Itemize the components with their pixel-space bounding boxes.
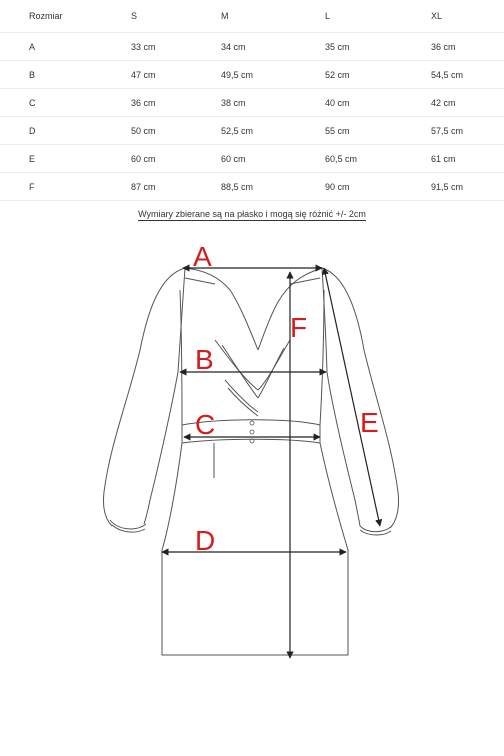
table-row xyxy=(0,33,504,61)
table-cell: 52,5 cm xyxy=(221,125,254,136)
table-cell: 61 cm xyxy=(431,153,456,164)
row-label: B xyxy=(29,69,36,80)
table-row xyxy=(0,117,504,145)
row-label: F xyxy=(29,181,35,192)
table-cell: 54,5 cm xyxy=(431,69,464,80)
measurement-note-text: Wymiary zbierane są na płasko i mogą się różnić +/- 2cm xyxy=(138,209,366,219)
table-cell: 55 cm xyxy=(325,125,350,136)
table-cell: 38 cm xyxy=(221,97,246,108)
label-c: C xyxy=(195,409,216,440)
measurement-lines xyxy=(162,268,380,658)
label-a: A xyxy=(193,241,212,272)
header-m: M xyxy=(221,11,229,21)
table-header-row xyxy=(0,0,504,33)
table-row xyxy=(0,61,504,89)
label-d: D xyxy=(195,525,216,556)
row-label: C xyxy=(29,97,36,108)
table-cell: 42 cm xyxy=(431,97,456,108)
label-f: F xyxy=(290,312,308,343)
table-row xyxy=(0,173,504,201)
size-table xyxy=(0,0,504,201)
header-l: L xyxy=(325,11,331,21)
table-cell: 49,5 cm xyxy=(221,69,254,80)
header-s: S xyxy=(131,11,138,21)
table-cell: 34 cm xyxy=(221,41,246,52)
header-rozmiar: Rozmiar xyxy=(29,11,63,21)
table-cell: 90 cm xyxy=(325,181,350,192)
table-cell: 33 cm xyxy=(131,41,156,52)
table-cell: 40 cm xyxy=(325,97,350,108)
table-cell: 91,5 cm xyxy=(431,181,464,192)
measurement-note xyxy=(0,209,504,219)
table-cell: 60,5 cm xyxy=(325,153,358,164)
label-e: E xyxy=(360,407,379,438)
table-cell: 57,5 cm xyxy=(431,125,464,136)
label-b: B xyxy=(195,344,214,375)
dress-diagram xyxy=(0,230,504,750)
table-cell: 47 cm xyxy=(131,69,156,80)
table-cell: 35 cm xyxy=(325,41,350,52)
table-cell: 50 cm xyxy=(131,125,156,136)
table-row xyxy=(0,89,504,117)
table-cell: 36 cm xyxy=(131,97,156,108)
row-label: E xyxy=(29,153,36,164)
table-cell: 60 cm xyxy=(131,153,156,164)
table-cell: 88,5 cm xyxy=(221,181,254,192)
header-xl: XL xyxy=(431,11,443,21)
dress-outline xyxy=(103,268,398,655)
table-row xyxy=(0,145,504,173)
table-cell: 36 cm xyxy=(431,41,456,52)
table-cell: 87 cm xyxy=(131,181,156,192)
row-label: A xyxy=(29,41,36,52)
row-label: D xyxy=(29,125,36,136)
table-cell: 52 cm xyxy=(325,69,350,80)
table-cell: 60 cm xyxy=(221,153,246,164)
